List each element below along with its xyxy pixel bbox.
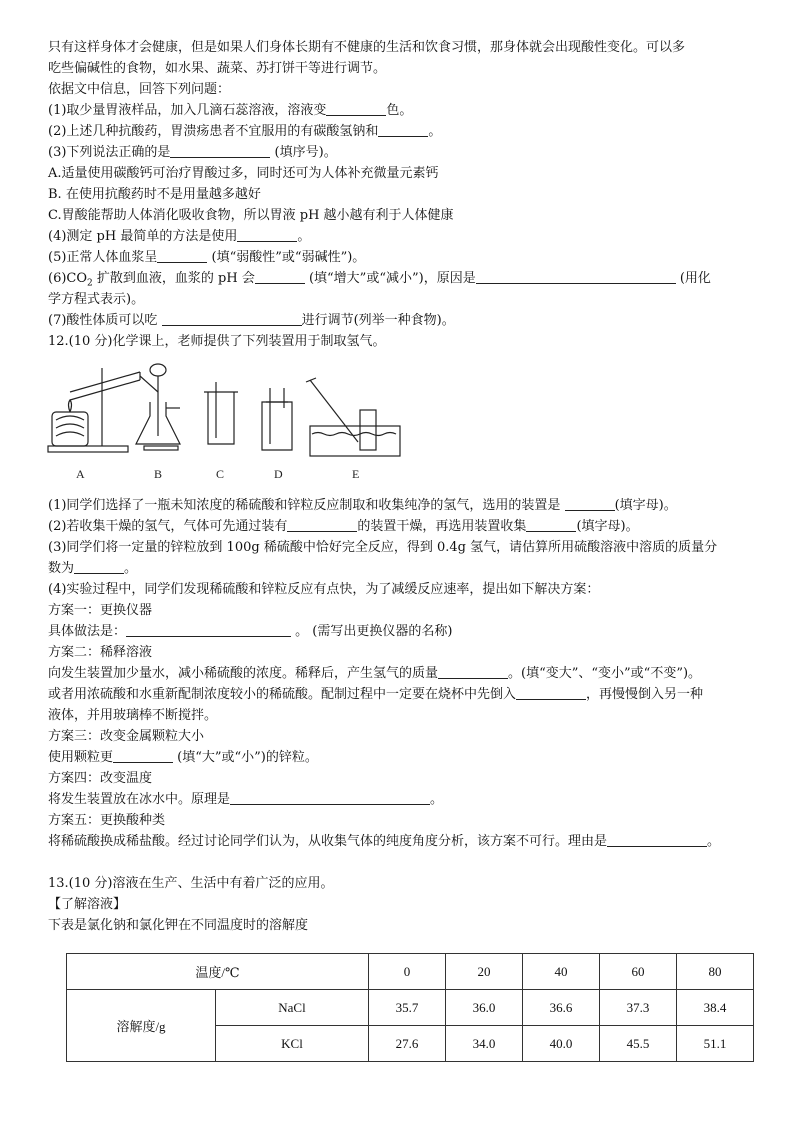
answer-blank[interactable] — [326, 101, 386, 116]
scheme-5-line: 将稀硫酸换成稀盐酸。经过讨论同学们认为，从收集气体的纯度角度分析，该方案不可行。理由是 。 — [48, 834, 721, 849]
answer-blank[interactable] — [607, 832, 707, 847]
table-cell: 34.0 — [446, 1026, 523, 1062]
scheme-4-line: 将发生装置放在冰水中。原理是 。 — [48, 792, 444, 807]
q11-part2: (2)上述几种抗酸药，胃溃疡患者不宜服用的有碳酸氢钠和 。 — [48, 124, 442, 139]
label-c: C — [216, 467, 225, 481]
q11-part7: (7)酸性体质可以吃 进行调节(列举一种食物)。 — [48, 313, 455, 328]
table-cell: KCl — [216, 1026, 369, 1062]
label-a: A — [76, 467, 85, 481]
solubility-table — [66, 953, 754, 1062]
q13-title: 13.(10 分)溶液在生产、生活中有着广泛的应用。 — [48, 876, 334, 891]
table-cell: 36.6 — [523, 990, 600, 1026]
answer-blank[interactable] — [162, 311, 302, 326]
apparatus-d-icon — [262, 388, 292, 481]
apparatus-c-icon — [204, 382, 238, 481]
table-cell: 0 — [369, 954, 446, 990]
table-row — [67, 990, 754, 1026]
table-cell: NaCl — [216, 990, 369, 1026]
table-cell: 40 — [523, 954, 600, 990]
apparatus-e-icon — [306, 378, 400, 481]
table-cell: 20 — [446, 954, 523, 990]
table-cell: 80 — [677, 954, 754, 990]
q12-part3-cont: 数为 。 — [48, 561, 138, 576]
scheme-1-method: 具体做法是： 。 (需写出更换仪器的名称) — [48, 624, 453, 639]
intro-line-1: 只有这样身体才会健康，但是如果人们身体长期有不健康的生活和饮食习惯，那身体就会出现酸性变化。可以多 — [48, 40, 686, 55]
q12-part4: (4)实验过程中，同学们发现稀硫酸和锌粒反应有点快，为了减缓反应速率，提出如下解决方案： — [48, 582, 600, 597]
temp-header: 温度/℃ — [67, 954, 369, 990]
q12-title: 12.(10 分)化学课上，老师提供了下列装置用于制取氢气。 — [48, 334, 386, 349]
answer-blank[interactable] — [126, 622, 291, 637]
table-cell: 45.5 — [600, 1026, 677, 1062]
label-e: E — [352, 467, 360, 481]
q11-part6-cont: 学方程式表示)。 — [48, 292, 145, 307]
answer-blank[interactable] — [287, 517, 357, 532]
scheme-2-line-2: 或者用浓硫酸和水重新配制浓度较小的稀硫酸。配制过程中一定要在烧杯中先倒入 ，再慢慢倒入另一种 — [48, 687, 704, 702]
answer-blank[interactable] — [170, 143, 270, 158]
table-cell: 60 — [600, 954, 677, 990]
table-row — [67, 954, 754, 990]
apparatus-a-icon — [48, 368, 158, 481]
scheme-2-title: 方案二：稀释溶液 — [48, 645, 153, 660]
label-b: B — [154, 467, 163, 481]
table-cell: 37.3 — [600, 990, 677, 1026]
q11-option-c: C.胃酸能帮助人体消化吸收食物，所以胃液 pH 越小越有利于人体健康 — [48, 208, 454, 223]
answer-blank[interactable] — [157, 248, 207, 263]
q13-desc: 下表是氯化钠和氯化钾在不同温度时的溶解度 — [48, 918, 309, 933]
answer-blank[interactable] — [74, 559, 124, 574]
q13-section: 【了解溶液】 — [48, 897, 127, 912]
q11-option-a: A.适量使用碳酸钙可治疗胃酸过多，同时还可为人体补充微量元素钙 — [48, 166, 439, 181]
apparatus-figure — [40, 362, 420, 490]
table-cell: 35.7 — [369, 990, 446, 1026]
scheme-2-line-1: 向发生装置加少量水，减小稀硫酸的浓度。稀释后，产生氢气的质量 。(填“变大”、“变小”或“不变”)。 — [48, 666, 702, 681]
answer-blank[interactable] — [255, 269, 305, 284]
answer-blank[interactable] — [526, 517, 576, 532]
q11-part5: (5)正常人体血浆呈 (填“弱酸性”或“弱碱性”)。 — [48, 250, 366, 265]
answer-blank[interactable] — [113, 748, 173, 763]
answer-blank[interactable] — [476, 269, 676, 284]
scheme-2-line-3: 液体，并用玻璃棒不断搅拌。 — [48, 708, 218, 723]
table-cell: 27.6 — [369, 1026, 446, 1062]
q11-part3: (3)下列说法正确的是 (填序号)。 — [48, 145, 337, 160]
scheme-3-title: 方案三：改变金属颗粒大小 — [48, 729, 205, 744]
q11-part6: $(6)CO_2$ 扩散到血液，血浆的 pH 会 (填“增大”或“减小”)，原因是 (用化 — [48, 271, 711, 289]
answer-blank[interactable] — [230, 790, 430, 805]
answer-blank[interactable] — [438, 664, 508, 679]
intro-line-2: 吃些偏碱性的食物，如水果、蔬菜、苏打饼干等进行调节。 — [48, 61, 387, 76]
scheme-4-title: 方案四：改变温度 — [48, 771, 153, 786]
scheme-1-title: 方案一：更换仪器 — [48, 603, 153, 618]
table-cell: 38.4 — [677, 990, 754, 1026]
answer-blank[interactable] — [516, 685, 586, 700]
q11-part1: (1)取少量胃液样品，加入几滴石蕊溶液，溶液变 色。 — [48, 103, 413, 118]
intro-line-3: 依据文中信息，回答下列问题： — [48, 82, 231, 97]
apparatus-b-icon — [136, 364, 180, 481]
table-cell: 40.0 — [523, 1026, 600, 1062]
q11-option-b: B. 在使用抗酸药时不是用量越多越好 — [48, 187, 261, 202]
scheme-5-title: 方案五：更换酸种类 — [48, 813, 166, 828]
q12-part2: (2)若收集干燥的氢气，气体可先通过装有 的装置干燥，再选用装置收集 (填字母)。 — [48, 519, 639, 534]
answer-blank[interactable] — [378, 122, 428, 137]
q12-part3: (3)同学们将一定量的锌粒放到 100g 稀硫酸中恰好完全反应，得到 0.4g 氢气，请估算所用硫酸溶液中溶质的质量分 — [48, 540, 718, 555]
table-cell: 51.1 — [677, 1026, 754, 1062]
q11-part4: (4)测定 pH 最简单的方法是使用 。 — [48, 229, 311, 244]
scheme-3-line: 使用颗粒更 (填“大”或“小”)的锌粒。 — [48, 750, 318, 765]
solubility-header: 溶解度/g — [67, 990, 216, 1062]
answer-blank[interactable] — [565, 496, 615, 511]
q12-part1: (1)同学们选择了一瓶未知浓度的稀硫酸和锌粒反应制取和收集纯净的氢气，选用的装置是 (填字母)。 — [48, 498, 677, 513]
table-cell: 36.0 — [446, 990, 523, 1026]
label-d: D — [274, 467, 283, 481]
answer-blank[interactable] — [237, 227, 297, 242]
